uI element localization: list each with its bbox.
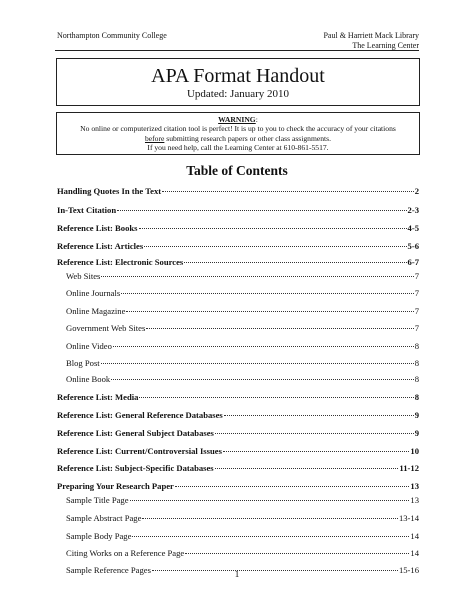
toc-dot-leader (101, 276, 413, 277)
toc-dot-leader (215, 433, 414, 434)
toc-entry-page: 9 (414, 410, 419, 420)
toc-entry-label: Sample Reference Pages (66, 565, 151, 575)
warning-colon: : (255, 115, 258, 124)
document-title: APA Format Handout (151, 65, 325, 87)
toc-entry-label: Reference List: General Reference Databases (57, 410, 223, 420)
toc-entry[interactable] (66, 358, 419, 368)
toc-entry[interactable] (66, 374, 419, 384)
toc-entry[interactable] (57, 223, 419, 233)
toc-entry[interactable] (57, 428, 419, 438)
page-number: 1 (234, 569, 240, 579)
toc-entry[interactable] (66, 306, 419, 316)
toc-dot-leader (111, 379, 414, 380)
toc-entry-label: Sample Title Page (66, 495, 129, 505)
toc-entry-page: 9 (414, 428, 419, 438)
toc-entry-label: Sample Abstract Page (66, 513, 142, 523)
toc-entry[interactable] (66, 323, 419, 333)
toc-entry[interactable] (66, 495, 419, 505)
toc-dot-leader (185, 553, 409, 554)
toc-entry[interactable] (66, 271, 419, 281)
toc-entry-label: Reference List: Electronic Sources (57, 257, 184, 267)
toc-entry-label: Reference List: Subject-Specific Databases (57, 463, 214, 473)
toc-entry[interactable] (66, 288, 419, 298)
toc-entry-label: Reference List: Articles (57, 241, 144, 251)
warning-heading-line (57, 115, 419, 124)
toc-entry-label: Handling Quotes In the Text (57, 186, 162, 196)
warning-line-2-rest: submitting research papers or other class assignments. (164, 133, 331, 143)
toc-entry-page: 2-3 (407, 205, 419, 215)
warning-before: before (144, 133, 165, 143)
toc-dot-leader (162, 191, 414, 192)
toc-dot-leader (184, 262, 406, 263)
toc-entry[interactable] (57, 410, 419, 420)
toc-entry-label: Blog Post (66, 358, 100, 368)
warning-box (56, 112, 420, 155)
toc-entry[interactable] (57, 205, 419, 215)
warning-heading: WARNING (218, 115, 256, 124)
toc-entry-page: 11-12 (399, 463, 419, 473)
toc-entry-page: 2 (414, 186, 419, 196)
toc-dot-leader (215, 468, 399, 469)
toc-entry[interactable] (57, 481, 419, 491)
warning-line-1: No online or computerized citation tool is perfect! It is up to you to check the accuracy of your citations (80, 124, 396, 134)
toc-entry-page: 8 (414, 341, 419, 351)
header-library-info (323, 31, 419, 51)
toc-entry-page: 14 (410, 531, 419, 541)
warning-line-2 (57, 134, 419, 143)
toc-entry[interactable] (57, 392, 419, 402)
header-college-name: Northampton Community College (57, 31, 167, 40)
toc-dot-leader (146, 328, 413, 329)
toc-dot-leader (132, 536, 409, 537)
toc-dot-leader (130, 500, 410, 501)
toc-dot-leader (224, 415, 414, 416)
toc-dot-leader (144, 246, 406, 247)
toc-dot-leader (101, 363, 414, 364)
toc-entry-page: 7 (414, 271, 419, 281)
toc-entry-label: Reference List: Current/Controversial Issues (57, 446, 222, 456)
toc-title: Table of Contents (186, 163, 288, 178)
toc-entry-page: 14 (410, 548, 419, 558)
toc-entry-label: Online Book (66, 374, 111, 384)
toc-entry-page: 7 (414, 288, 419, 298)
document-subtitle: Updated: January 2010 (186, 88, 290, 100)
toc-entry-page: 4-5 (407, 223, 419, 233)
toc-entry-label: Online Magazine (66, 306, 126, 316)
toc-entry-label: In-Text Citation (57, 205, 117, 215)
toc-entry-label: Reference List: Books (57, 223, 138, 233)
toc-entry[interactable] (57, 463, 419, 473)
toc-entry-page: 8 (414, 392, 419, 402)
toc-entry[interactable] (66, 513, 419, 523)
toc-entry-page: 13 (410, 481, 419, 491)
toc-entry-page: 13 (410, 495, 419, 505)
toc-dot-leader (117, 210, 406, 211)
toc-entry-label: Online Journals (66, 288, 121, 298)
toc-entry-label: Sample Body Page (66, 531, 132, 541)
toc-entry-label: Reference List: General Subject Databases (57, 428, 214, 438)
toc-dot-leader (139, 228, 407, 229)
toc-entry-label: Government Web Sites (66, 323, 146, 333)
header-learning-center: The Learning Center (352, 41, 419, 50)
toc-dot-leader (175, 486, 410, 487)
title-box (56, 58, 420, 106)
toc-entry-page: 10 (410, 446, 419, 456)
toc-entry-page: 6-7 (407, 257, 419, 267)
toc-dot-leader (223, 451, 409, 452)
toc-entry-label: Online Video (66, 341, 112, 351)
toc-entry-page: 7 (414, 323, 419, 333)
toc-dot-leader (142, 518, 398, 519)
warning-line-3: If you need help, call the Learning Center at 610-861-5517. (147, 143, 329, 153)
toc-entry-page: 5-6 (407, 241, 419, 251)
toc-entry[interactable] (57, 257, 419, 267)
toc-entry[interactable] (57, 186, 419, 196)
toc-entry-page: 7 (414, 306, 419, 316)
toc-entry[interactable] (57, 446, 419, 456)
toc-dot-leader (139, 397, 413, 398)
toc-dot-leader (121, 293, 414, 294)
toc-entry-page: 15-16 (398, 565, 419, 575)
toc-entry-label: Web Sites (66, 271, 101, 281)
toc-dot-leader (126, 311, 413, 312)
header-library-name: Paul & Harriett Mack Library (323, 31, 419, 40)
header-rule (55, 50, 419, 51)
toc-entry[interactable] (66, 548, 419, 558)
toc-entry[interactable] (57, 241, 419, 251)
toc-dot-leader (113, 346, 414, 347)
toc-entry-page: 13-14 (398, 513, 419, 523)
toc-entry-page: 8 (414, 374, 419, 384)
toc-entry[interactable] (66, 531, 419, 541)
toc-entry-label: Reference List: Media (57, 392, 139, 402)
toc-entry-label: Citing Works on a Reference Page (66, 548, 185, 558)
toc-entry-label: Preparing Your Research Paper (57, 481, 174, 491)
toc-entry[interactable] (66, 341, 419, 351)
toc-entry-page: 8 (414, 358, 419, 368)
